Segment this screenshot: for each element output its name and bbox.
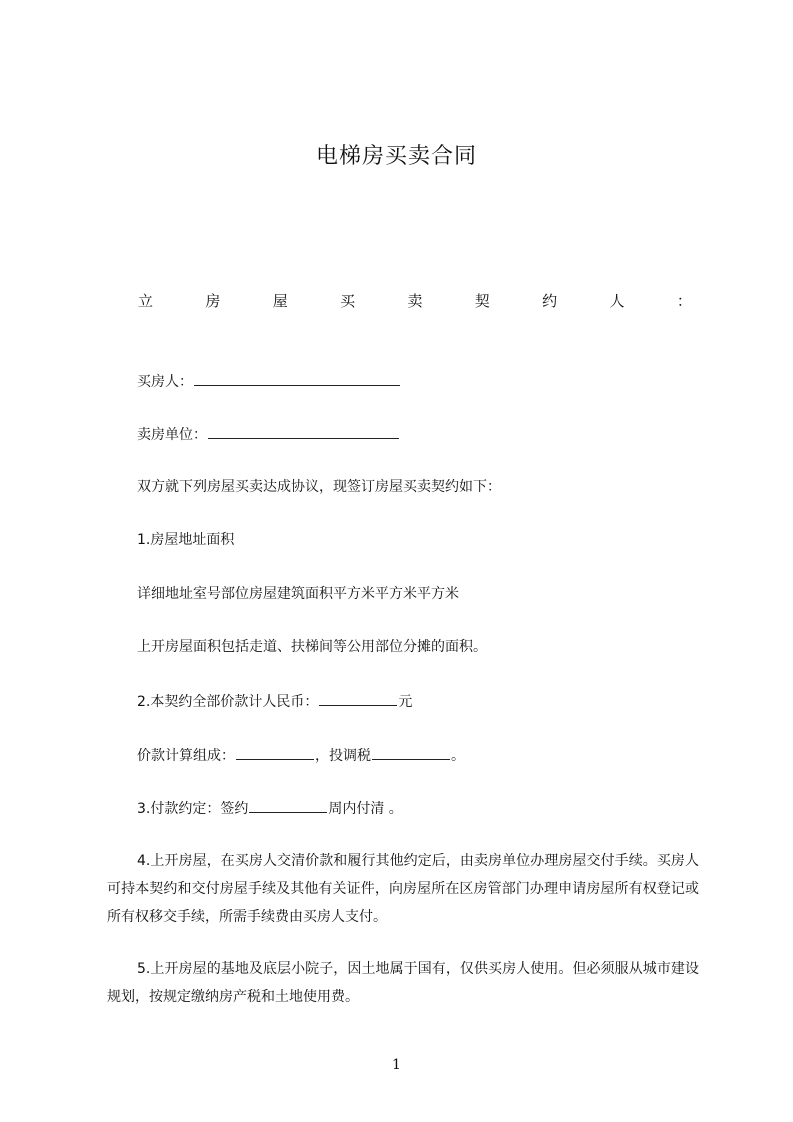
item3-line — [137, 796, 403, 820]
item4-paragraph: 4.上开房屋，在买房人交清价款和履行其他约定后，由卖房单位办理房屋交付手续。买房人可持本契约和交付房屋手续及其他有关证件，向房屋所在区房管部门办理申请房屋所有权登记或所有权移交手续，所需手续费由买房人支付。 — [107, 853, 699, 925]
intro-text: 双方就下列房屋买卖达成协议，现签订房屋买卖契约如下： — [137, 479, 501, 495]
weeks-blank — [249, 796, 327, 813]
document-title: 电梯房买卖合同 — [315, 144, 477, 169]
buyer-label: 买房人： — [137, 374, 193, 390]
parties-heading-char: 约 — [542, 292, 558, 310]
item2-prefix: 2.本契约全部价款计人民币： — [137, 694, 319, 710]
composition-blank — [236, 743, 314, 760]
item1-detail: 详细地址室号部位房屋建筑面积平方米平方米平方米 — [137, 586, 459, 602]
seller-line — [137, 422, 400, 446]
parties-heading-char: 立 — [138, 292, 154, 310]
seller-blank — [208, 422, 399, 439]
price-composition-middle: ，投调税 — [315, 748, 371, 764]
seller-label: 卖房单位： — [137, 427, 207, 443]
price-composition-suffix: 。 — [451, 748, 465, 764]
price-composition-line — [137, 743, 465, 767]
item1-note: 上开房屋面积包括走道、扶梯间等公用部位分摊的面积。 — [137, 639, 487, 655]
parties-heading-char: 房 — [205, 292, 221, 310]
item1-heading: 1.房屋地址面积 — [137, 532, 235, 548]
parties-heading-char: 人 — [609, 292, 625, 310]
item5-paragraph: 5.上开房屋的基地及底层小院子，因土地属于国有，仅供买房人使用。但必须服从城市建设规划，按规定缴纳房产税和土地使用费。 — [107, 961, 699, 1005]
item2-line — [137, 689, 412, 713]
parties-heading-char: ： — [676, 292, 692, 310]
item3-suffix: 周内付清 。 — [328, 801, 403, 817]
parties-heading-char: 契 — [474, 292, 490, 310]
buyer-line — [137, 369, 401, 393]
price-composition-prefix: 价款计算组成： — [137, 748, 235, 764]
item3-prefix: 3.付款约定：签约 — [137, 801, 249, 817]
parties-heading-char: 卖 — [407, 292, 423, 310]
tax-blank — [372, 743, 450, 760]
buyer-blank — [194, 369, 400, 386]
item2-suffix: 元 — [398, 694, 413, 710]
parties-heading-char: 屋 — [272, 292, 288, 310]
parties-heading — [138, 290, 692, 312]
page-number: 1 — [392, 1057, 401, 1073]
price-blank — [319, 689, 397, 706]
parties-heading-char: 买 — [340, 292, 356, 310]
